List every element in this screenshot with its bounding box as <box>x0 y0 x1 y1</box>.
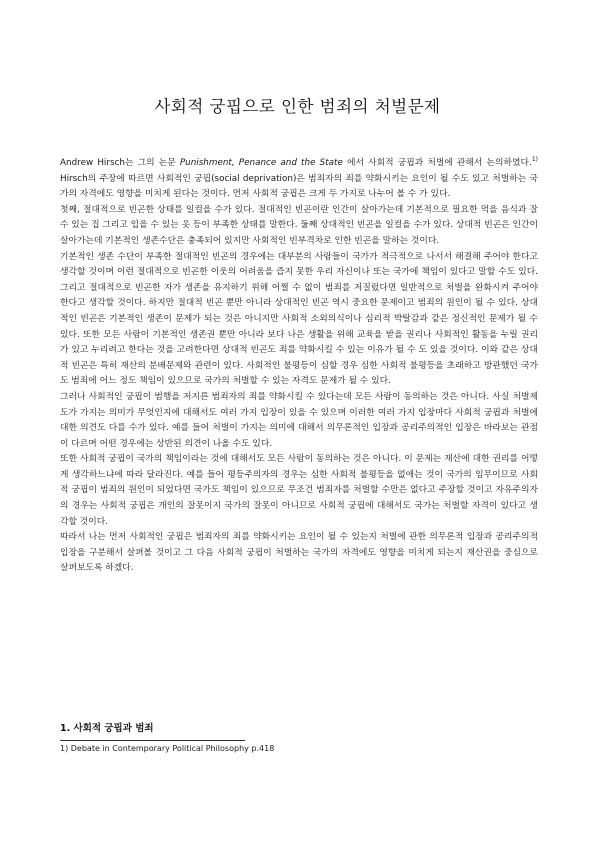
intro-part2: 에서 사회적 궁핍과 처벌에 관해서 논의하였다. <box>342 158 532 168</box>
paragraph-3: 그러나 사회적인 궁핍이 범행을 저지른 범죄자의 죄를 약화시킬 수 있다는데 모든 사람이 동의하는 것은 아니다. 사실 처벌제도가 가지는 의미가 무엇인지에 대해서도 여러 가지 입장이 있을 수 있으며 이러한 여러 가지 입장마다 사회적 궁핍과 처벌에 대한 의견도 다를 수가 있다. 예를 들어 처벌이 가지는 의미에 대해서 의무론적인 입장과 공리주의적인 입장은 바라보는 관점이 다르며 어떤 경우에는 상반된 의견이 나올 수도 있다. <box>60 391 538 449</box>
paragraph-5: 따라서 나는 먼저 사회적인 궁핍은 범죄자의 죄를 약화시키는 요인이 될 수 있는지 처벌에 관한 의무론적 입장과 공리주의적 입장을 구분해서 살펴볼 것이고 그 다음 사회적 궁핍이 처벌하는 국가의 자격에도 영향을 미치게 되는지 재산권을 중심으로 살펴보도록 하겠다. <box>60 532 538 574</box>
body-text <box>60 156 538 577</box>
intro-part3: Hirsch의 주장에 따르면 사회적인 궁핍(social deprivation)은 범죄자의 죄를 약화시키는 요인이 될 수도 있고 처벌하는 국가의 자격에도 영향을 미치게 된다는 것이다. 먼저 사회적 궁핍은 크게 두 가지로 나누어 볼 수 가 있다. <box>60 173 538 200</box>
paragraph-1: 첫째, 절대적으로 빈곤한 상태를 일컬을 수가 있다. 절대적인 빈곤이란 인간이 살아가는데 기본적으로 필요한 먹을 음식과 잘 수 있는 집 그리고 입을 수 있는 옷 등이 부족한 상태를 말한다. 둘째 상대적인 빈곤을 일컬을 수가 있다. 상대적 빈곤은 인간이 살아가는데 기본적인 생존수단은 충족되어 있지만 사회적인 빈부격차로 인한 빈곤을 말하는 것이다. <box>60 204 538 246</box>
footnote-divider <box>60 740 245 741</box>
section-heading: 1. 사회적 궁핍과 범죄 <box>60 723 154 734</box>
intro-part1: Andrew Hirsch는 그의 논문 <box>60 158 180 168</box>
book-title: Punishment, Penance and the State <box>179 158 343 168</box>
footnote: 1) Debate in Contemporary Political Philosophy p.418 <box>60 744 275 753</box>
footnote-marker[interactable]: 1) <box>531 156 538 164</box>
paragraph-4: 또한 사회적 궁핍이 국가의 책임이라는 것에 대해서도 모든 사람이 동의하는 것은 아니다. 이 문제는 재산에 대한 권리를 어떻게 생각하느냐에 따라 달라진다. 예를 들어 평등주의자의 경우는 심한 사회적 불평등을 없애는 것이 국가의 임무이므로 사회적 궁핍이 범죄의 원인이 되었다면 국가도 책임이 있으므로 무조건 범죄자를 처벌할 수만은 없다고 주장할 것이고 자유주의자의 경우는 사회적 궁핍은 개인의 잘못이지 국가의 잘못이 아니므로 사회적 궁핍에 대해서도 국가는 처벌할 자격이 있다고 생각할 것이다. <box>60 454 538 527</box>
document-title: 사회적 궁핍으로 인한 범죄의 처벌문제 <box>154 97 441 116</box>
intro-paragraph <box>60 156 538 203</box>
paragraph-2: 기본적인 생존 수단이 부족한 절대적인 빈곤의 경우에는 대부분의 사람들이 국가가 적극적으로 나서서 해결해 주어야 한다고 생각할 것이며 이런 절대적으로 빈곤한 이웃의 어려움을 즙지 못한 우리 자신이나 또는 국가에 책임이 있다고 말할 수도 있다. 그리고 절대적으로 빈곤한 자가 생존을 유지하기 위해 어쩔 수 없이 범죄를 저질렀다면 일반적으로 처벌을 완화시켜 주어야 한다고 생각할 것이다. 하지만 절대적 빈곤 뿐만 아니라 상대적인 빈곤 역시 중요한 문제이고 범죄의 원인이 될 수 있다. 상대적인 빈곤은 기본적인 생존이 문제가 되는 것은 아니지만 사회적 소외의식이나 심리적 박탈감과 같은 정신적인 문제가 될 수 있다. 또한 모든 사람이 기본적인 생존권 뿐만 아니라 보다 나은 생활을 위해 교육을 받을 권리나 사회적인 활동을 누릴 권리가 있고 누리려고 한다는 것을 고려한다면 상대적 빈곤도 죄를 약화시킬 수 있는 이유가 될 수 도 있을 것이다. 이와 같은 상대적 빈곤은 특히 재산의 분배문제와 관련이 있다. 사회적인 불평등이 심할 경우 심한 사회적 불평등을 초래하고 방관했던 국가도 범죄에 어느 정도 책임이 있으므로 국가의 처벌할 수 있는 자격도 문제가 될 수 있다. <box>60 251 538 387</box>
